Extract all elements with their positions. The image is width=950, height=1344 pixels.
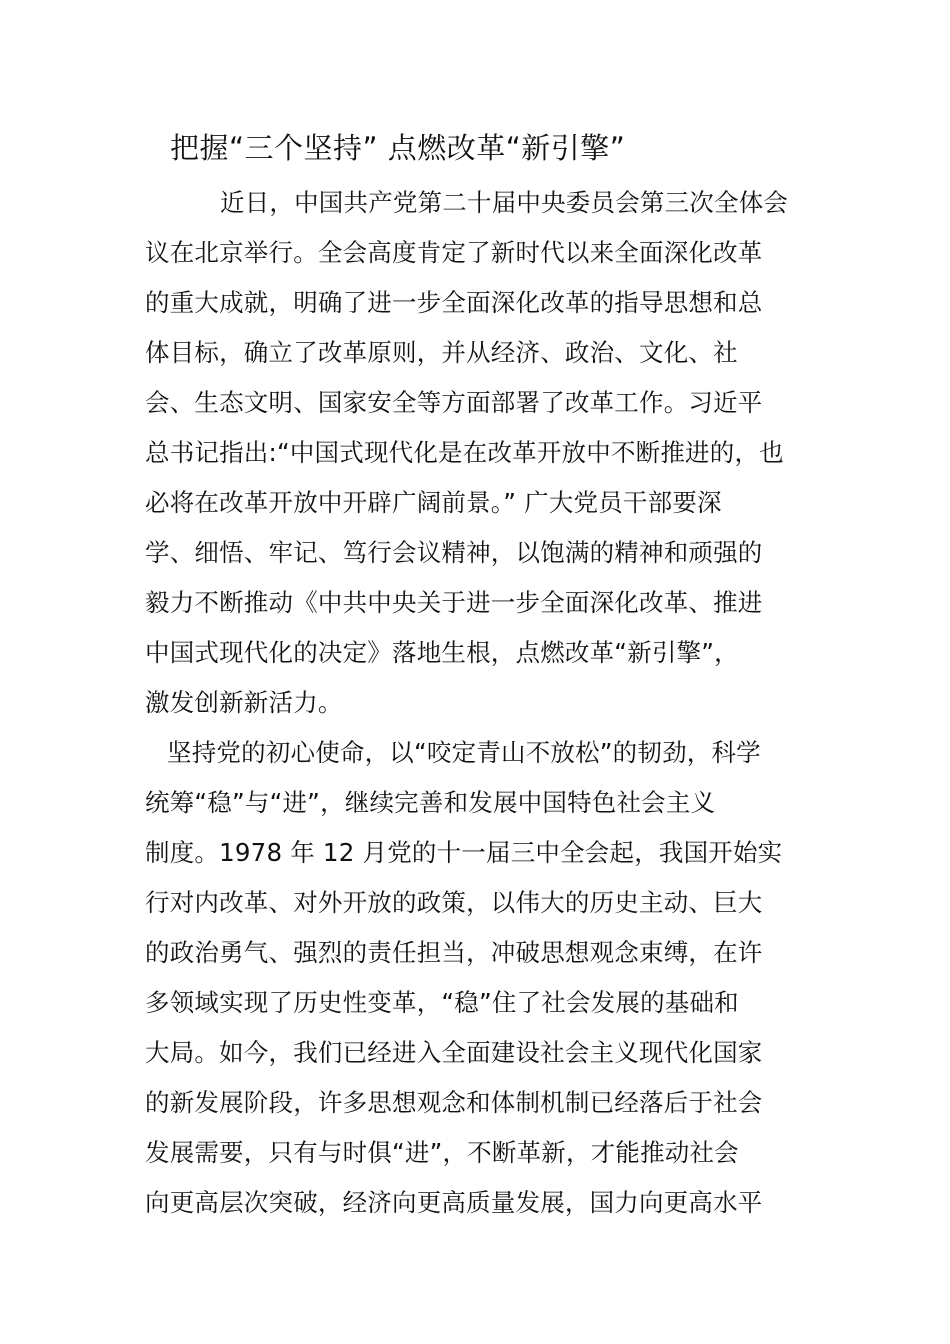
paragraph-2-line-2: 统筹“稳”与“进”，继续完善和发展中国特色社会主义 [145, 788, 716, 817]
paragraph-1-line-7: 必将在改革开放中开辟广阔前景。” 广大党员干部要深 [145, 488, 722, 517]
paragraph-1-line-5: 会、生态文明、国家安全等方面部署了改革工作。习近平 [145, 388, 763, 417]
paragraph-1-line-3: 的重大成就，明确了进一步全面深化改革的指导思想和总 [145, 288, 763, 317]
paragraph-2-line-10: 向更高层次突破，经济向更高质量发展，国力向更高水平 [145, 1188, 763, 1217]
paragraph-2-line-1: 坚持党的初心使命，以“咬定青山不放松”的韧劲，科学 [167, 738, 761, 767]
paragraph-1-line-8: 学、细悟、牢记、笃行会议精神，以饱满的精神和顽强的 [145, 538, 763, 567]
paragraph-2-line-8: 的新发展阶段，许多思想观念和体制机制已经落后于社会 [145, 1088, 763, 1117]
paragraph-2-line-9: 发展需要，只有与时俱“进”，不断革新，才能推动社会 [145, 1138, 739, 1167]
document-body [145, 178, 815, 1228]
paragraph-1-line-4: 体目标，确立了改革原则，并从经济、政治、文化、社 [145, 338, 738, 367]
paragraph-1-line-10: 中国式现代化的决定》落地生根，点燃改革“新引擎”， [145, 638, 739, 667]
paragraph-1-line-11: 激发创新新活力。 [145, 688, 343, 717]
paragraph-2-line-6: 多领域实现了历史性变革，“稳”住了社会发展的基础和 [145, 988, 739, 1017]
paragraph-1-line-2: 议在北京举行。全会高度肯定了新时代以来全面深化改革 [145, 238, 763, 267]
paragraph-1-line-6: 总书记指出:“中国式现代化是在改革开放中不断推进的，也 [145, 438, 784, 467]
paragraph-1-line-9: 毅力不断推动《中共中央关于进一步全面深化改革、推进 [145, 588, 763, 617]
document-title: 把握“三个坚持” 点燃改革“新引擎” [170, 131, 626, 165]
paragraph-2-line-7: 大局。如今，我们已经进入全面建设社会主义现代化国家 [145, 1038, 763, 1067]
paragraph-2-line-5: 的政治勇气、强烈的责任担当，冲破思想观念束缚，在许 [145, 938, 763, 967]
paragraph-1-line-1: 近日，中国共产党第二十届中央委员会第三次全体会 [220, 188, 789, 217]
paragraph-2-line-3: 制度。1978 年 12 月党的十一届三中全会起，我国开始实 [145, 838, 783, 867]
paragraph-2-line-4: 行对内改革、对外开放的政策，以伟大的历史主动、巨大 [145, 888, 763, 917]
